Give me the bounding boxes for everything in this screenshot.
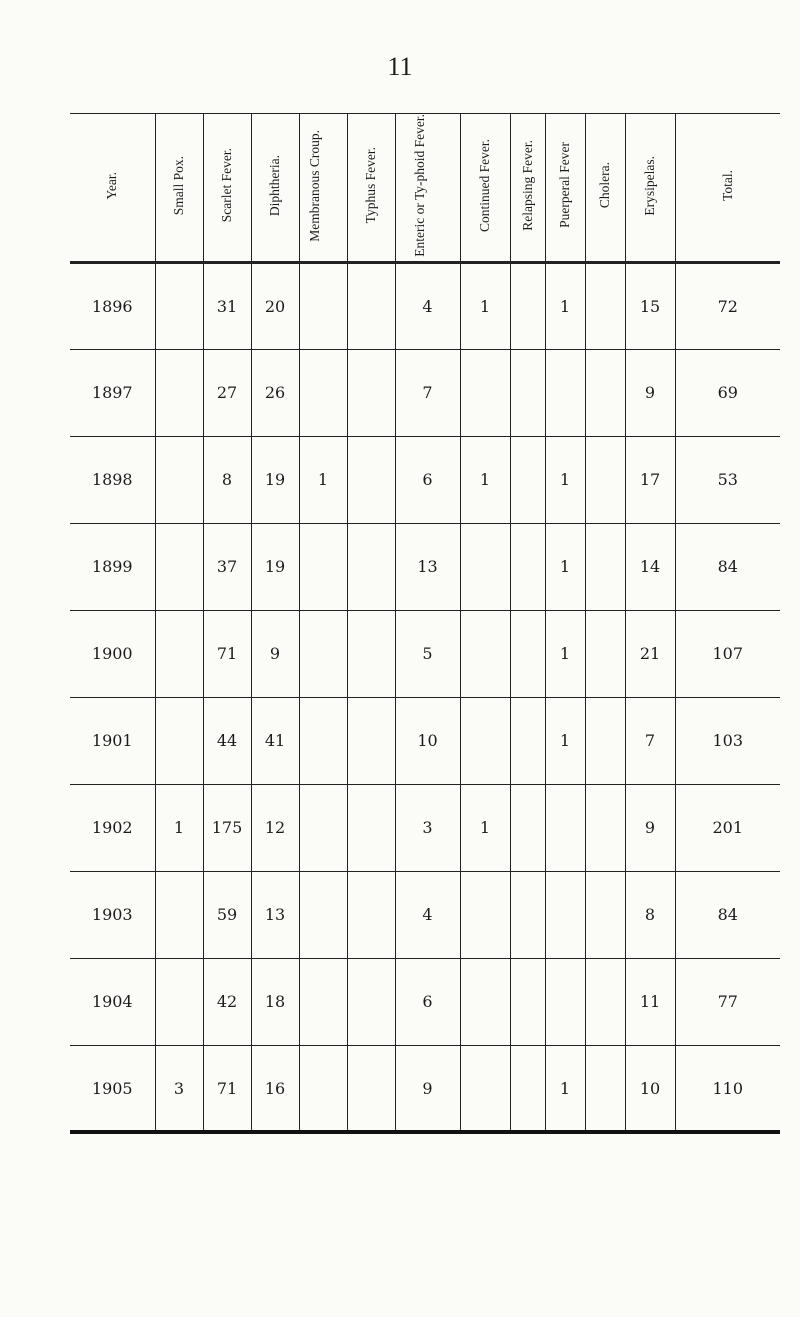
table-cell: 1: [155, 784, 203, 871]
table-cell: 7: [625, 697, 675, 784]
table-cell: 17: [625, 436, 675, 523]
table-cell: [155, 697, 203, 784]
col-header-year: Year.: [70, 114, 155, 263]
year-cell: 1896: [70, 262, 155, 349]
table-cell: [299, 958, 347, 1045]
table-cell: 110: [675, 1045, 780, 1132]
table-cell: 6: [395, 436, 460, 523]
table-cell: 71: [203, 1045, 251, 1132]
table-cell: [347, 610, 395, 697]
col-header-scarlet-fever: Scarlet Fever.: [203, 114, 251, 263]
table-cell: 3: [155, 1045, 203, 1132]
disease-table: [70, 113, 780, 1134]
table-cell: 13: [251, 871, 299, 958]
table-cell: [299, 871, 347, 958]
year-cell: 1897: [70, 349, 155, 436]
year-cell: 1898: [70, 436, 155, 523]
col-header-erysipelas: Erysipelas.: [625, 114, 675, 263]
table-row: [70, 1045, 780, 1132]
table-cell: [460, 1045, 510, 1132]
col-header-diphtheria: Diphtheria.: [251, 114, 299, 263]
table-cell: [155, 436, 203, 523]
table-cell: 9: [625, 784, 675, 871]
table-cell: [510, 523, 545, 610]
table-cell: 77: [675, 958, 780, 1045]
table-cell: [299, 784, 347, 871]
table-cell: 18: [251, 958, 299, 1045]
year-cell: 1902: [70, 784, 155, 871]
table-cell: [155, 958, 203, 1045]
table-cell: [347, 262, 395, 349]
table-cell: [510, 349, 545, 436]
table-cell: 1: [545, 1045, 585, 1132]
table-cell: 4: [395, 262, 460, 349]
table-cell: 9: [251, 610, 299, 697]
table-cell: 9: [395, 1045, 460, 1132]
table-cell: 1: [545, 262, 585, 349]
table-cell: 21: [625, 610, 675, 697]
table-cell: [585, 349, 625, 436]
table-cell: [585, 1045, 625, 1132]
col-header-puerperal-fever: Puerperal Fever: [545, 114, 585, 263]
table-cell: [299, 523, 347, 610]
table-cell: [299, 610, 347, 697]
table-cell: [299, 262, 347, 349]
table-cell: [585, 610, 625, 697]
table-cell: [460, 697, 510, 784]
table-cell: 1: [545, 436, 585, 523]
table-cell: [510, 697, 545, 784]
table-cell: 31: [203, 262, 251, 349]
table-row: [70, 610, 780, 697]
table-cell: [545, 784, 585, 871]
table-cell: [460, 871, 510, 958]
table-cell: [299, 1045, 347, 1132]
table-body: [70, 262, 780, 1132]
table-cell: [585, 436, 625, 523]
table-cell: 84: [675, 871, 780, 958]
table-cell: 1: [460, 784, 510, 871]
table-cell: 27: [203, 349, 251, 436]
table-cell: 103: [675, 697, 780, 784]
table-cell: [347, 523, 395, 610]
table-cell: [460, 349, 510, 436]
table-row: [70, 784, 780, 871]
table-cell: 8: [203, 436, 251, 523]
table-cell: 19: [251, 523, 299, 610]
col-header-membranous-croup: Membranous Croup.: [299, 114, 347, 263]
table-cell: [510, 262, 545, 349]
table-cell: 175: [203, 784, 251, 871]
table-cell: 8: [625, 871, 675, 958]
year-cell: 1899: [70, 523, 155, 610]
table-cell: 15: [625, 262, 675, 349]
header-row: [70, 114, 780, 263]
table-cell: 1: [545, 697, 585, 784]
col-header-small-pox: Small Pox.: [155, 114, 203, 263]
table-cell: [347, 349, 395, 436]
table-cell: [510, 436, 545, 523]
table-cell: [585, 958, 625, 1045]
table-cell: [347, 958, 395, 1045]
table-cell: 6: [395, 958, 460, 1045]
table-cell: 14: [625, 523, 675, 610]
table-cell: [299, 697, 347, 784]
col-header-total: Total.: [675, 114, 780, 263]
table-cell: [545, 958, 585, 1045]
table-cell: [510, 1045, 545, 1132]
table-cell: [585, 262, 625, 349]
table-cell: 44: [203, 697, 251, 784]
year-cell: 1905: [70, 1045, 155, 1132]
table-row: [70, 523, 780, 610]
table-cell: [510, 610, 545, 697]
table-cell: 69: [675, 349, 780, 436]
table-cell: [347, 784, 395, 871]
table-cell: 20: [251, 262, 299, 349]
table-cell: 1: [545, 610, 585, 697]
table-cell: 10: [625, 1045, 675, 1132]
table-cell: [460, 958, 510, 1045]
table-cell: 13: [395, 523, 460, 610]
table-cell: 71: [203, 610, 251, 697]
year-cell: 1904: [70, 958, 155, 1045]
table-cell: 11: [625, 958, 675, 1045]
table-cell: 1: [460, 436, 510, 523]
col-header-cholera: Cholera.: [585, 114, 625, 263]
table-cell: 59: [203, 871, 251, 958]
table-cell: [155, 523, 203, 610]
table-cell: 53: [675, 436, 780, 523]
table-row: [70, 958, 780, 1045]
col-header-relapsing-fever: Relapsing Fever.: [510, 114, 545, 263]
table-cell: [155, 349, 203, 436]
table-cell: 1: [545, 523, 585, 610]
col-header-enteric-fever: Enteric or Ty-phoid Fever.: [395, 114, 460, 263]
table-cell: 10: [395, 697, 460, 784]
table-cell: 16: [251, 1045, 299, 1132]
table-cell: 4: [395, 871, 460, 958]
year-cell: 1900: [70, 610, 155, 697]
table-cell: 201: [675, 784, 780, 871]
table-cell: [155, 262, 203, 349]
table-cell: [545, 349, 585, 436]
table-cell: 19: [251, 436, 299, 523]
table-cell: 37: [203, 523, 251, 610]
table-row: [70, 697, 780, 784]
table-cell: [460, 610, 510, 697]
col-header-continued-fever: Continued Fever.: [460, 114, 510, 263]
table-cell: [545, 871, 585, 958]
table-cell: 1: [299, 436, 347, 523]
table-row: [70, 262, 780, 349]
table-cell: [155, 871, 203, 958]
table-cell: [347, 871, 395, 958]
table-cell: 42: [203, 958, 251, 1045]
table-cell: 9: [625, 349, 675, 436]
table-cell: [460, 523, 510, 610]
table-cell: [155, 610, 203, 697]
table-cell: [585, 523, 625, 610]
year-cell: 1901: [70, 697, 155, 784]
table-cell: 1: [460, 262, 510, 349]
table-cell: [347, 436, 395, 523]
table-cell: [510, 958, 545, 1045]
table-cell: [299, 349, 347, 436]
table-cell: 41: [251, 697, 299, 784]
table-cell: [585, 784, 625, 871]
table-cell: 12: [251, 784, 299, 871]
table-cell: [510, 871, 545, 958]
col-header-typhus-fever: Typhus Fever.: [347, 114, 395, 263]
table-cell: [347, 697, 395, 784]
table-cell: 84: [675, 523, 780, 610]
table-cell: 72: [675, 262, 780, 349]
table-cell: 7: [395, 349, 460, 436]
table-cell: [347, 1045, 395, 1132]
table-cell: 26: [251, 349, 299, 436]
table-row: [70, 436, 780, 523]
table-cell: 3: [395, 784, 460, 871]
table-cell: 5: [395, 610, 460, 697]
table-cell: [585, 871, 625, 958]
table-cell: 107: [675, 610, 780, 697]
page-number: 11: [387, 52, 413, 81]
year-cell: 1903: [70, 871, 155, 958]
table-row: [70, 871, 780, 958]
table-cell: [510, 784, 545, 871]
table-cell: [585, 697, 625, 784]
table-row: [70, 349, 780, 436]
